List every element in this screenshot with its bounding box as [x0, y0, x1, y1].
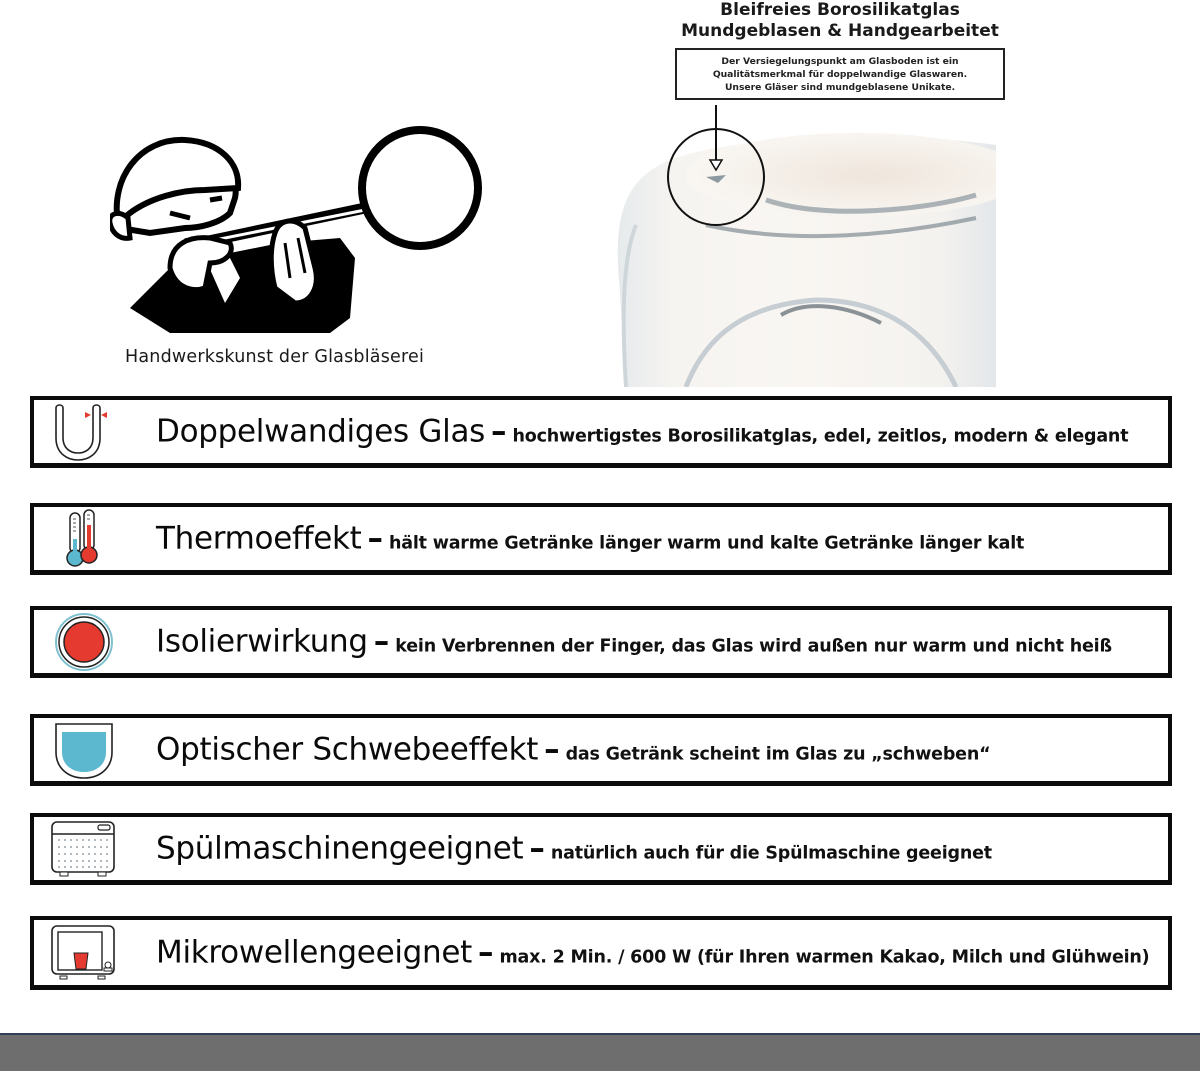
feature-description: max. 2 Min. / 600 W (für Ihren warmen Kakao, Milch und Glühwein) — [499, 946, 1150, 967]
feature-double-wall — [30, 396, 1172, 468]
thermometer-icon — [46, 509, 116, 569]
feature-text: Optischer Schwebeeffekt – das Getränk scheint im Glas zu „schweben“ — [156, 730, 991, 767]
feature-insulation — [30, 606, 1172, 678]
insulation-circle-icon — [46, 612, 116, 672]
floating-glass-icon — [46, 720, 116, 780]
feature-floating-effect — [30, 714, 1172, 786]
feature-text: Spülmaschinengeeignet – natürlich auch für die Spülmaschine geeignet — [156, 829, 992, 866]
feature-text: Doppelwandiges Glas – hochwertigstes Borosilikatglas, edel, zeitlos, modern & elegant — [156, 412, 1129, 449]
feature-text: Isolierwirkung – kein Verbrennen der Finger, das Glas wird außen nur warm und nicht heiß — [156, 622, 1112, 659]
feature-dishwasher-safe — [30, 813, 1172, 885]
note-line3: Unsere Gläser sind mundgeblasene Unikate. — [724, 82, 956, 93]
note-line1: Der Versiegelungspunkt am Glasboden ist ein — [721, 56, 959, 67]
bottom-bar — [0, 1033, 1200, 1071]
feature-description: kein Verbrennen der Finger, das Glas wird außen nur warm und nicht heiß — [395, 635, 1112, 656]
feature-microwave-safe — [30, 916, 1172, 990]
glassblower-illustration — [110, 118, 510, 348]
feature-description: das Getränk scheint im Glas zu „schweben“ — [565, 743, 991, 764]
glass-photo — [596, 105, 996, 387]
feature-description: hochwertigstes Borosilikatglas, edel, zeitlos, modern & elegant — [512, 425, 1129, 446]
sealing-point-note — [675, 48, 1005, 100]
glass-title-line1: Bleifreies Borosilikatglas — [720, 0, 960, 20]
glass-title-line2: Mundgeblasen & Handgearbeitet — [681, 21, 999, 41]
feature-title: Isolierwirkung — [156, 622, 368, 659]
microwave-icon — [46, 923, 116, 983]
feature-text: Thermoeffekt – hält warme Getränke länger warm und kalte Getränke länger kalt — [156, 519, 1025, 556]
u-tube-icon — [46, 402, 116, 462]
feature-thermo-effect — [30, 503, 1172, 575]
feature-title: Spülmaschinengeeignet — [156, 829, 524, 866]
feature-description: hält warme Getränke länger warm und kalte Getränke länger kalt — [389, 532, 1025, 553]
feature-text: Mikrowellengeeignet – max. 2 Min. / 600 W (für Ihren warmen Kakao, Milch und Glühwein) — [156, 933, 1150, 970]
feature-title: Doppelwandiges Glas — [156, 412, 486, 449]
illustration-caption: Handwerkskunst der Glasbläserei — [125, 347, 425, 367]
feature-title: Thermoeffekt — [156, 519, 362, 556]
feature-title: Optischer Schwebeeffekt — [156, 730, 539, 767]
feature-title: Mikrowellengeeignet — [156, 933, 473, 970]
glass-title — [660, 0, 1020, 42]
note-line2: Qualitätsmerkmal für doppelwandige Glaswaren. — [712, 69, 968, 80]
feature-description: natürlich auch für die Spülmaschine geeignet — [550, 842, 992, 863]
dishwasher-icon — [46, 819, 116, 879]
